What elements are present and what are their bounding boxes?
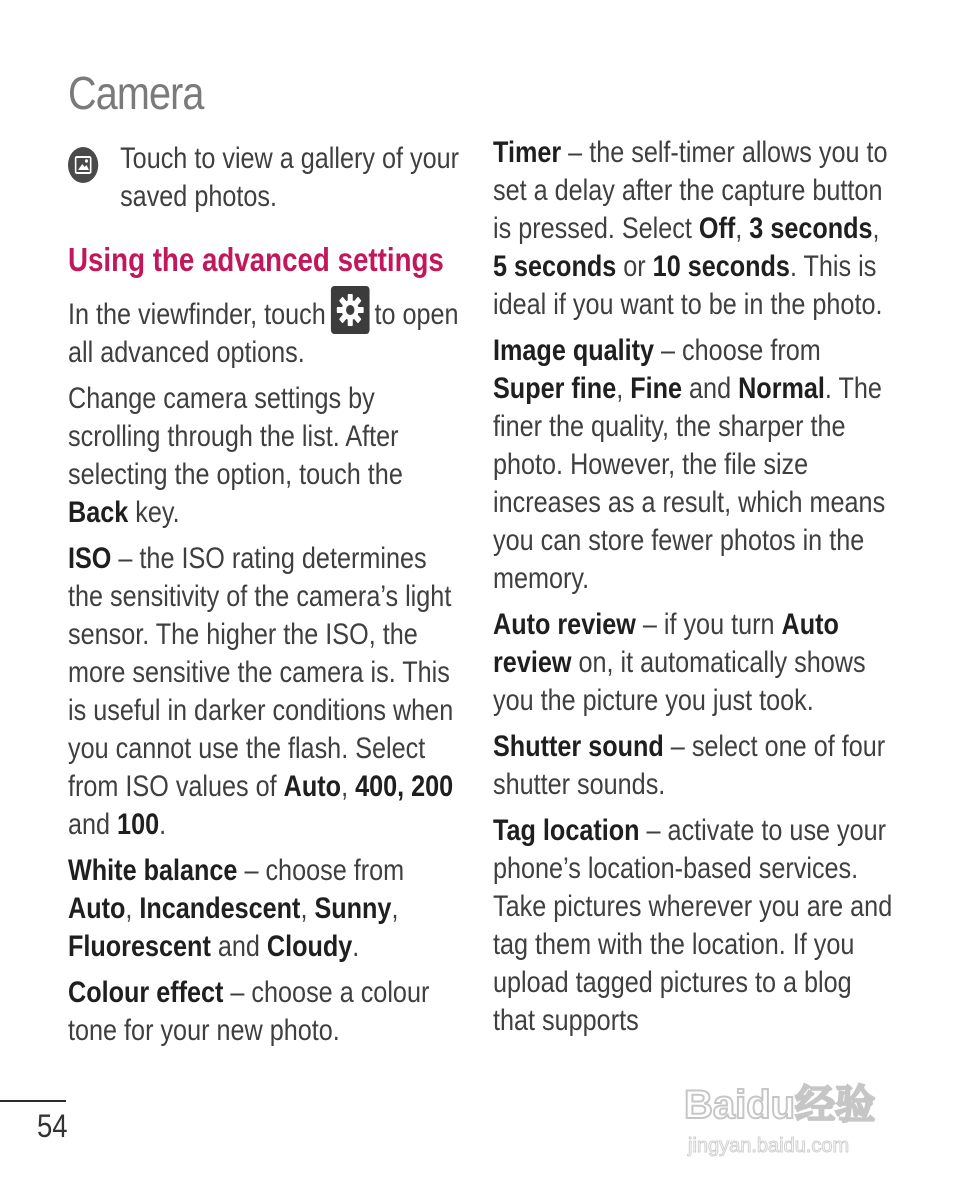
white-balance-paragraph: White balance – choose from Auto, Incandescent, Sunny, Fluorescent and Cloudy. <box>68 854 405 963</box>
iso-text: – the ISO rating determines the sensitivity of the camera’s light sensor. The higher the ISO, the more sensitive the camera is. This is useful in darker conditions when you cannot use the flash. Select from ISO values of <box>68 542 454 803</box>
tag-location-paragraph <box>493 812 893 1040</box>
colour-effect-paragraph <box>68 974 463 1050</box>
auto-review-paragraph <box>493 606 893 720</box>
tag-location-text: – activate to use your phone’s location-based services. Take pictures wherever you are and tag them with the location. If you upload tagged pictures to a blog that supports <box>493 814 893 1037</box>
auto-review-label: Auto review <box>493 608 636 641</box>
gallery-icon[interactable] <box>68 147 98 183</box>
auto-review-text-after: on, it automatically shows you the picture you just took. <box>493 646 866 717</box>
shutter-sound-label: Shutter sound <box>493 730 664 763</box>
iso-opt-100: 100 <box>117 808 160 841</box>
colour-effect-text: – choose a colour tone for your new photo. <box>68 976 430 1047</box>
iso-paragraph: ISO – the ISO rating determines the sensitivity of the camera’s light sensor. The higher the ISO, the more sensitive the camera is. This is useful in darker conditions when you cannot use the flash. Select from ISO values of Auto, 400, 200 and 100. <box>68 542 454 841</box>
iso-opt-400-200: 400, 200 <box>355 770 454 803</box>
timer-opt-10: 10 seconds <box>652 250 790 283</box>
wb-opt-fluorescent: Fluorescent <box>68 930 211 963</box>
timer-text-after: . This is ideal if you want to be in the photo. <box>493 250 883 321</box>
wb-opt-sunny: Sunny <box>314 892 392 925</box>
white-balance-label: White balance <box>68 854 238 887</box>
wb-opt-cloudy: Cloudy <box>266 930 353 963</box>
image-quality-label: Image quality <box>493 334 655 367</box>
change-settings-text <box>68 380 463 532</box>
iq-opt-super-fine: Super fine <box>493 372 617 405</box>
back-key-label: Back <box>68 496 129 529</box>
iso-label: ISO <box>68 542 112 575</box>
wb-opt-auto: Auto <box>68 892 126 925</box>
timer-text: – the self-timer allows you to set a delay after the capture button is pressed. Select <box>493 136 888 245</box>
advanced-settings-heading: Using the advanced settings <box>68 241 444 278</box>
shutter-sound-text: – select one of four shutter sounds. <box>493 730 886 801</box>
iso-opt-auto: Auto <box>283 770 342 803</box>
change-after: key. <box>128 496 180 529</box>
wb-and: and <box>210 930 267 963</box>
image-quality-paragraph: Image quality – choose from Super fine, Fine and Normal. The finer the quality, the sharper the photo. However, the file size increases as a result, which means you can store fewer photos in the memory. <box>493 334 886 595</box>
settings-gear-icon[interactable] <box>331 286 370 334</box>
auto-review-label-inline: Auto review <box>493 608 839 679</box>
baidu-watermark <box>680 1076 910 1166</box>
gallery-row <box>68 140 463 216</box>
shutter-sound-paragraph <box>493 728 893 804</box>
viewfinder-intro <box>68 286 463 372</box>
right-column <box>493 134 893 1048</box>
wb-opt-incandescent: Incandescent <box>139 892 301 925</box>
iq-opt-fine: Fine <box>630 372 683 405</box>
change-before: Change camera settings by scrolling through the list. After selecting the option, touch the <box>68 382 403 491</box>
timer-or: or <box>616 250 653 283</box>
footer-rule <box>0 1100 66 1102</box>
image-quality-text-after: . The finer the quality, the sharper the photo. However, the file size increases as a result, which means you can store fewer photos in the memory. <box>493 372 886 595</box>
iq-opt-normal: Normal <box>738 372 825 405</box>
timer-opt-off: Off <box>698 212 736 245</box>
iso-and: and <box>68 808 111 841</box>
timer-paragraph: Timer – the self-timer allows you to set a delay after the capture button is pressed. Select Off, 3 seconds, 5 seconds or 10 seconds. This is ideal if you want to be in the photo. <box>493 136 888 321</box>
auto-review-text: – if you turn <box>635 608 782 641</box>
iq-and: and <box>682 372 739 405</box>
page-title: Camera <box>68 67 204 119</box>
gallery-text: Touch to view a gallery of your saved photos. <box>120 142 460 213</box>
watermark-url-text: jingyan.baidu.com <box>688 1135 850 1157</box>
timer-label: Timer <box>493 136 562 169</box>
left-column <box>68 140 463 1058</box>
watermark-brand-text: Baidu经验 <box>684 1083 876 1127</box>
intro-after: to open all advanced options. <box>68 298 459 369</box>
timer-opt-3: 3 seconds <box>749 212 873 245</box>
intro-before: In the viewfinder, touch <box>68 298 326 331</box>
white-balance-text: – choose from <box>237 854 405 887</box>
page-number: 54 <box>37 1108 68 1144</box>
baidu-watermark-logo <box>680 1076 910 1166</box>
image-quality-text: – choose from <box>654 334 821 367</box>
colour-effect-label: Colour effect <box>68 976 224 1009</box>
tag-location-label: Tag location <box>493 814 640 847</box>
timer-opt-5: 5 seconds <box>493 250 617 283</box>
